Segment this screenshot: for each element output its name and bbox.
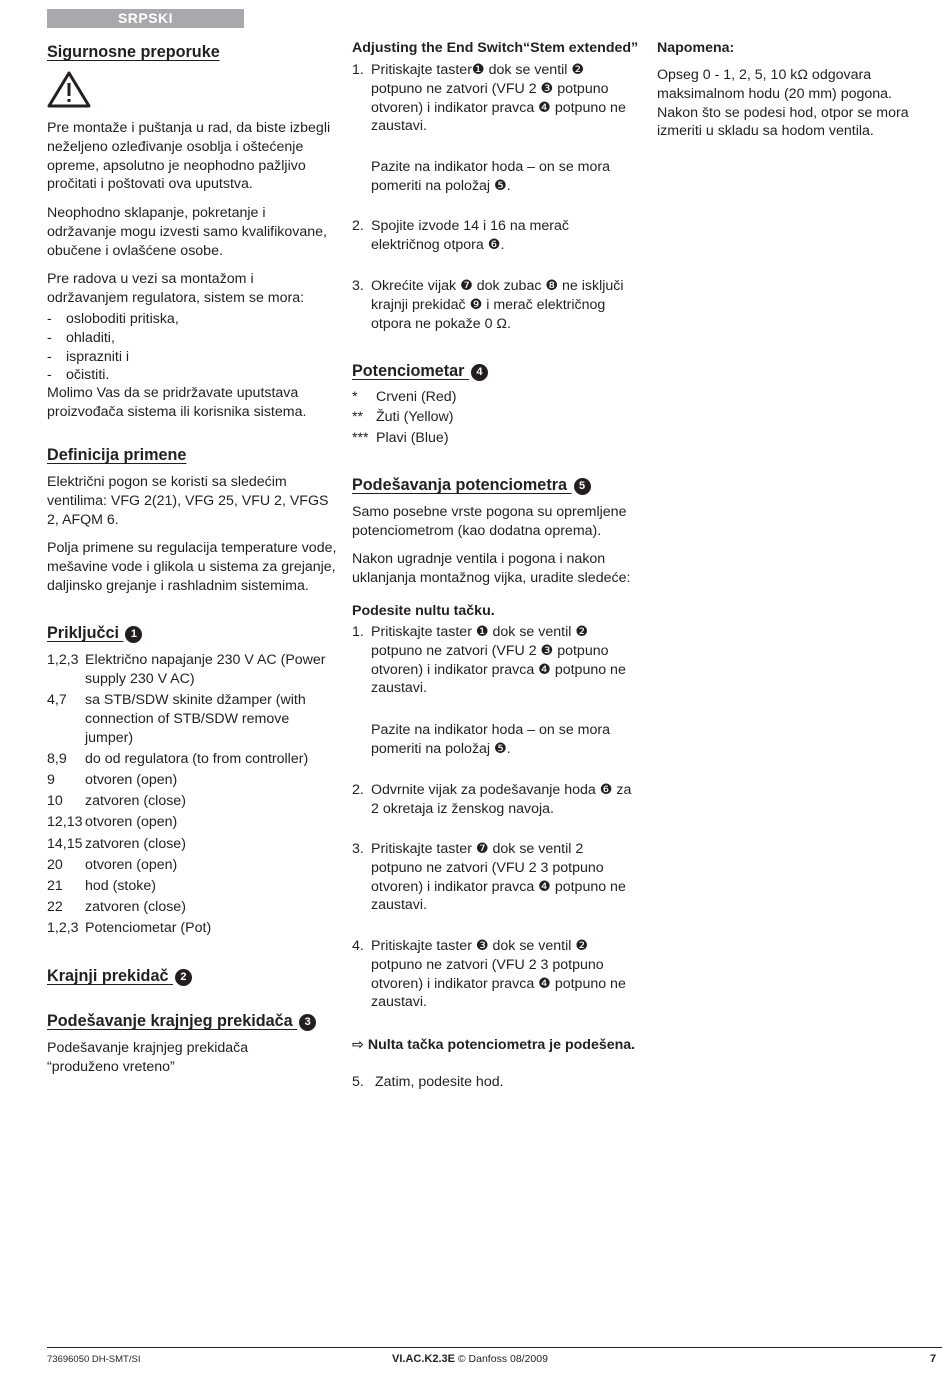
safety-list bbox=[47, 310, 337, 385]
list-item: - ohladiti, bbox=[47, 329, 115, 346]
warning-triangle-icon bbox=[47, 70, 91, 113]
connections-heading: Priključci 1 bbox=[47, 623, 142, 643]
note-heading: Napomena: bbox=[657, 40, 735, 56]
limit-switch-heading: Krajnji prekidač 2 bbox=[47, 966, 192, 986]
figure-number-badge: 4 bbox=[471, 364, 488, 381]
footer-divider bbox=[47, 1347, 942, 1348]
definition-heading: Definicija primene bbox=[47, 446, 187, 464]
safety-paragraph-4: Molimo Vas da se pridržavate uputstava proizvođača sistema ili korisnika sistema. bbox=[47, 385, 307, 420]
footer-document-number: 73696050 DH-SMT/SI bbox=[47, 1354, 141, 1365]
note-paragraph: Opseg 0 - 1, 2, 5, 10 kΩ odgovara maksimalnom hodu (20 mm) pogona. Nakon što se podesi hod, otpor se mora izmeriti u skladu sa hodom ventila. bbox=[657, 67, 909, 140]
definition-paragraph-2: Polja primene su regulacija temperature vode, mešavine vode i glikola u sistema za grejanje, daljinsko grejanje i rashladnim sistemima. bbox=[47, 540, 337, 594]
zero-point-result: ⇨ Nulta tačka potenciometra je podešena. bbox=[352, 1037, 636, 1053]
figure-number-badge: 3 bbox=[299, 1014, 316, 1031]
end-switch-heading: Adjusting the End Switch“Stem extended” bbox=[352, 40, 639, 56]
list-item: - isprazniti i bbox=[47, 348, 130, 365]
figure-number-badge: 2 bbox=[175, 969, 192, 986]
figure-number-badge: 1 bbox=[125, 626, 142, 643]
potentiometer-adjust-paragraph-1: Samo posebne vrste pogona su opremljene potenciometrom (kao dodatna oprema). bbox=[352, 504, 627, 539]
page-number: 7 bbox=[930, 1353, 937, 1365]
potentiometer-adjust-paragraph-2: Nakon ugradnje ventila i pogona i nakon uklanjanja montažnog vijka, uradite sledeće: bbox=[352, 551, 631, 586]
figure-number-badge: 5 bbox=[574, 478, 591, 495]
limit-switch-adjust-heading: Podešavanje krajnjeg prekidača 3 bbox=[47, 1011, 316, 1031]
definition-paragraph-1: Električni pogon se koristi sa sledećim ventilima: VFG 2(21), VFG 25, VFU 2, VFGS 2, AFQM 6. bbox=[47, 474, 329, 528]
language-tab: SRPSKI bbox=[47, 9, 244, 28]
potentiometer-heading: Potenciometar 4 bbox=[352, 361, 488, 381]
connections-list: 1,2,3 Električno napajanje 230 V AC (Power supply 230 V AC) 4,7 sa STB/SDW skinite džamper (with connection of STB/SDW remove jumper) 8,9 do od regulatora (to from controller) 9 otvoren (open) 10 zatvoren (close) 12,13 otvoren (open) 14,15 zatvoren (close) 20 otvoren (open) 21 hod (stoke) 22 zatvoren (close) 1,2,3 Potenciometar (Pot) bbox=[47, 652, 326, 936]
limit-switch-adjust-paragraph: Podešavanje krajnjeg prekidača “produženo vreteno” bbox=[47, 1040, 249, 1075]
list-item: - osloboditi pritiska, bbox=[47, 311, 179, 327]
safety-paragraph-1: Pre montaže i puštanja u rad, da biste izbegli neželjeno ozleđivanje osoblja i oštećenje opreme, apsolutno je neophodno pažljivo pročitati i poštovati ova uputstva. bbox=[47, 120, 331, 193]
safety-paragraph-3: Pre radova u vezi sa montažom i održavanjem regulatora, sistem se mora: bbox=[47, 271, 305, 306]
potentiometer-adjust-heading: Podešavanja potenciometra 5 bbox=[352, 475, 591, 495]
safety-paragraph-2: Neophodno sklapanje, pokretanje i održavanje mogu izvesti samo kvalifikovane, obučene i ovlašćene osobe. bbox=[47, 205, 327, 259]
list-item: - očistiti. bbox=[47, 367, 110, 384]
footer-code: VI.AC.K2.3E © Danfoss 08/2009 bbox=[392, 1353, 548, 1365]
zero-point-heading: Podesite nultu tačku. bbox=[352, 603, 495, 619]
safety-heading: Sigurnosne preporuke bbox=[47, 43, 220, 61]
arrow-right-icon: ⇨ bbox=[352, 1037, 364, 1053]
